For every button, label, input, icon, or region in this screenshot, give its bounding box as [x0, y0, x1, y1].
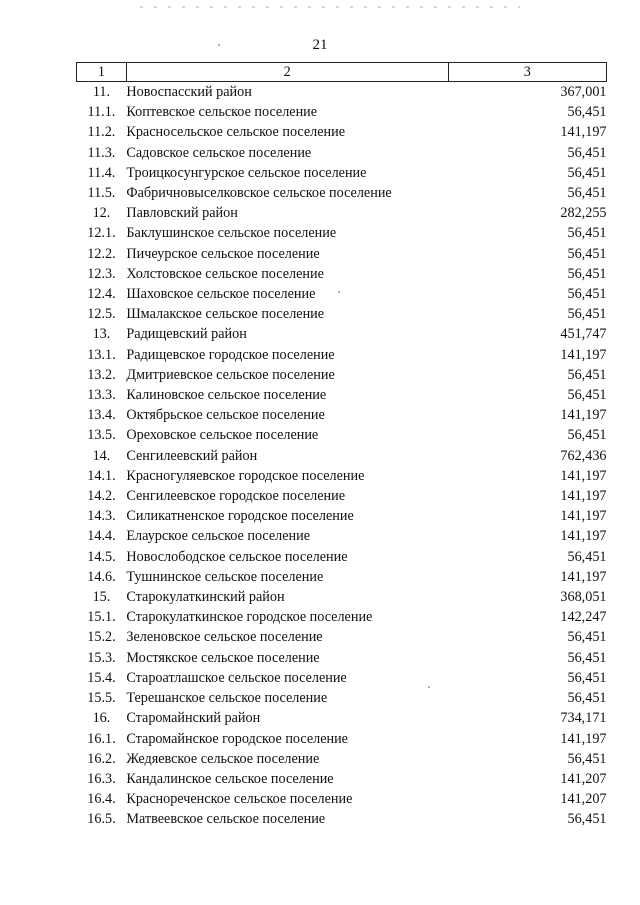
row-name: Павловский район	[126, 205, 238, 222]
row-number: 14.2.	[87, 488, 116, 505]
row-name: Красногуляевское городское поселение	[126, 467, 365, 484]
table-row	[77, 587, 607, 607]
row-name: Старомайнское городское поселение	[126, 730, 348, 747]
row-value: 141,197	[560, 407, 607, 424]
table-row	[77, 102, 607, 122]
row-name: Новослободское сельское поселение	[126, 548, 348, 565]
table-row	[77, 425, 607, 445]
row-number: 13.5.	[87, 427, 116, 444]
row-name: Красносельское сельское поселение	[126, 124, 346, 141]
table-row	[77, 203, 607, 223]
row-value: 56,451	[567, 185, 607, 202]
row-number: 14.4.	[87, 528, 116, 545]
row-number: 15.5.	[87, 690, 116, 707]
allocation-table	[76, 62, 607, 830]
table-row	[77, 385, 607, 405]
table-row	[77, 143, 607, 163]
table-row	[77, 567, 607, 587]
row-name: Кандалинское сельское поселение	[126, 770, 334, 787]
row-value: 141,197	[560, 528, 607, 545]
row-name: Троицкосунгурское сельское поселение	[126, 164, 367, 181]
row-number: 13.3.	[87, 387, 116, 404]
row-number: 12.4.	[87, 286, 116, 303]
row-number: 16.1.	[87, 730, 116, 747]
row-value: 734,171	[560, 710, 607, 727]
column-header-value: 3	[448, 63, 606, 82]
table-row	[77, 82, 607, 103]
row-name: Старокулаткинский район	[126, 589, 285, 606]
row-number: 12.5.	[87, 306, 116, 323]
row-number: 15.	[92, 589, 111, 606]
row-number: 16.5.	[87, 811, 116, 828]
row-value: 56,451	[567, 629, 607, 646]
row-number: 16.3.	[87, 770, 116, 787]
table-row	[77, 607, 607, 627]
table-row	[77, 345, 607, 365]
row-value: 367,001	[560, 84, 607, 100]
table-row	[77, 284, 607, 304]
column-header-number: 1	[77, 63, 127, 82]
row-value: 142,247	[560, 609, 607, 626]
table-row	[77, 304, 607, 324]
row-value: 56,451	[567, 104, 607, 121]
row-name: Старомайнский район	[126, 710, 261, 727]
row-number: 15.4.	[87, 669, 116, 686]
row-value: 141,197	[560, 124, 607, 141]
row-value: 141,197	[560, 508, 607, 525]
row-number: 13.2.	[87, 366, 116, 383]
table-row	[77, 163, 607, 183]
table-row	[77, 122, 607, 142]
table-row	[77, 789, 607, 809]
row-value: 56,451	[567, 548, 607, 565]
table-row	[77, 324, 607, 344]
row-name: Пичеурское сельское поселение	[126, 245, 320, 262]
row-value: 451,747	[560, 326, 607, 343]
row-value: 56,451	[567, 649, 607, 666]
row-value: 56,451	[567, 669, 607, 686]
row-name: Шмалакское сельское поселение	[126, 306, 325, 323]
row-value: 56,451	[567, 811, 607, 828]
row-name: Баклушинское сельское поселение	[126, 225, 337, 242]
row-name: Краснореченское сельское поселение	[126, 791, 353, 808]
row-value: 56,451	[567, 387, 607, 404]
row-name: Коптевское сельское поселение	[126, 104, 318, 121]
column-header-name: 2	[126, 63, 448, 82]
page-number: 21	[312, 37, 328, 53]
row-name: Октябрьское сельское поселение	[126, 407, 325, 424]
table-row	[77, 648, 607, 668]
row-number: 11.3.	[87, 144, 116, 161]
table-row	[77, 244, 607, 264]
row-number: 11.2.	[87, 124, 116, 141]
row-value: 56,451	[567, 144, 607, 161]
row-name: Старокулаткинское городское поселение	[126, 609, 373, 626]
row-number: 16.2.	[87, 750, 116, 767]
row-number: 15.1.	[87, 609, 116, 626]
table-row	[77, 264, 607, 284]
row-number: 16.	[92, 710, 111, 727]
row-number: 12.2.	[87, 245, 116, 262]
table-row	[77, 627, 607, 647]
row-number: 11.5.	[87, 185, 116, 202]
table-row	[77, 486, 607, 506]
row-value: 368,051	[560, 589, 607, 606]
table-row	[77, 405, 607, 425]
row-name: Садовское сельское поселение	[126, 144, 312, 161]
row-number: 16.4.	[87, 791, 116, 808]
row-name: Дмитриевское сельское поселение	[126, 366, 335, 383]
row-value: 56,451	[567, 164, 607, 181]
table-row	[77, 809, 607, 829]
row-name: Радищевское городское поселение	[126, 346, 335, 363]
row-number: 14.3.	[87, 508, 116, 525]
row-name: Тушнинское сельское поселение	[126, 568, 324, 585]
row-number: 14.6.	[87, 568, 116, 585]
row-value: 56,451	[567, 245, 607, 262]
row-value: 56,451	[567, 427, 607, 444]
row-number: 13.	[92, 326, 111, 343]
row-value: 141,197	[560, 346, 607, 363]
row-name: Сенгилеевское городское поселение	[126, 488, 345, 505]
row-name: Жедяевское сельское поселение	[126, 750, 320, 767]
row-value: 141,207	[560, 770, 607, 787]
row-value: 56,451	[567, 750, 607, 767]
row-name: Зеленовское сельское поселение	[126, 629, 323, 646]
row-name: Радищевский район	[126, 326, 247, 343]
row-value: 56,451	[567, 366, 607, 383]
row-value: 56,451	[567, 306, 607, 323]
table-body	[77, 82, 607, 830]
row-value: 762,436	[560, 447, 607, 464]
table-row	[77, 446, 607, 466]
row-number: 11.1.	[87, 104, 116, 121]
row-name: Ореховское сельское поселение	[126, 427, 319, 444]
table-row	[77, 547, 607, 567]
row-value: 141,197	[560, 568, 607, 585]
table-row	[77, 749, 607, 769]
table-row	[77, 506, 607, 526]
row-name: Холстовское сельское поселение	[126, 265, 324, 282]
scan-artifact-top	[140, 6, 520, 8]
row-number: 14.	[92, 447, 111, 464]
row-number: 11.4.	[87, 164, 116, 181]
row-number: 12.3.	[87, 265, 116, 282]
row-value: 141,197	[560, 467, 607, 484]
table-row	[77, 466, 607, 486]
row-value: 56,451	[567, 286, 607, 303]
row-name: Новоспасский район	[126, 84, 252, 100]
table-row	[77, 526, 607, 546]
table-row	[77, 688, 607, 708]
row-value: 141,197	[560, 488, 607, 505]
row-value: 141,197	[560, 730, 607, 747]
row-number: 11.	[92, 84, 111, 100]
row-name: Матвеевское сельское поселение	[126, 811, 326, 828]
row-number: 13.4.	[87, 407, 116, 424]
row-name: Калиновское сельское поселение	[126, 387, 327, 404]
row-number: 14.1.	[87, 467, 116, 484]
table-header-row	[77, 63, 607, 82]
row-number: 12.1.	[87, 225, 116, 242]
row-value: 141,207	[560, 791, 607, 808]
row-name: Мостякское сельское поселение	[126, 649, 320, 666]
row-value: 56,451	[567, 690, 607, 707]
row-number: 13.1.	[87, 346, 116, 363]
row-name: Староатлашское сельское поселение	[126, 669, 347, 686]
table-row	[77, 183, 607, 203]
table-row	[77, 365, 607, 385]
row-name: Терешанское сельское поселение	[126, 690, 328, 707]
row-value: 56,451	[567, 225, 607, 242]
row-name: Елаурское сельское поселение	[126, 528, 311, 545]
row-value: 282,255	[560, 205, 607, 222]
table-row	[77, 668, 607, 688]
row-name: Силикатненское городское поселение	[126, 508, 354, 525]
row-name: Сенгилеевский район	[126, 447, 258, 464]
table-row	[77, 223, 607, 243]
row-number: 12.	[92, 205, 111, 222]
table-row	[77, 769, 607, 789]
row-value: 56,451	[567, 265, 607, 282]
row-number: 15.3.	[87, 649, 116, 666]
row-name: Фабричновыселковское сельское поселение	[126, 185, 392, 202]
row-number: 14.5.	[87, 548, 116, 565]
row-number: 15.2.	[87, 629, 116, 646]
table-row	[77, 708, 607, 728]
table-row	[77, 729, 607, 749]
row-name: Шаховское сельское поселение	[126, 286, 316, 303]
